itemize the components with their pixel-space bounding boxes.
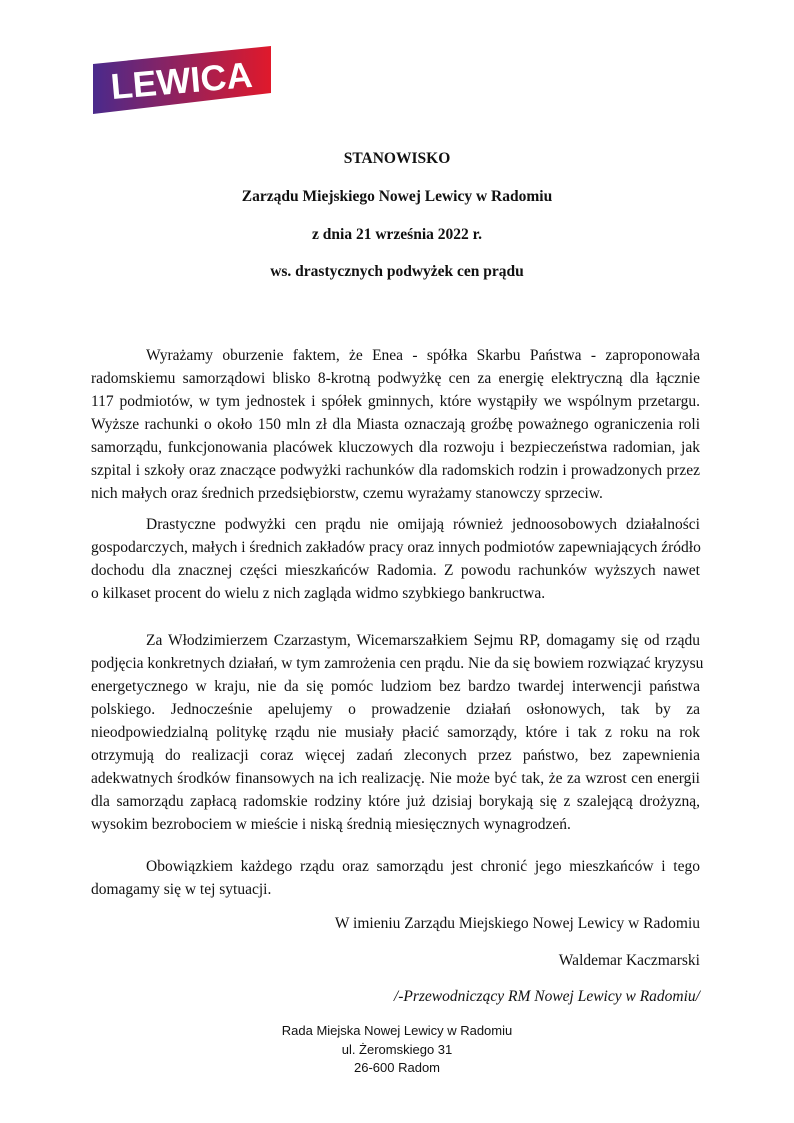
lewica-logo	[93, 46, 271, 114]
signature-on-behalf: W imieniu Zarządu Miejskiego Nowej Lewicy w Radomiu	[334, 915, 700, 932]
paragraph-line: radomskiemu samorządowi blisko 8-krotną podwyżkę cen za energię elektryczną dla łącznie	[91, 370, 700, 387]
paragraph-line: energetycznego w kraju, nie da się pomóc ludziom bez bardzo twardej interwencji państwa	[91, 678, 700, 695]
document-date: z dnia 21 września 2022 r.	[312, 226, 482, 243]
signature-name: Waldemar Kaczmarski	[558, 952, 700, 969]
paragraph-line: otrzymują do realizacji coraz więcej zadań zleconych przez państwo, bez zapewnienia	[91, 747, 700, 764]
paragraph-line: Drastyczne podwyżki cen prądu nie omijają również jednoosobowych działalności	[146, 516, 700, 533]
paragraph-line: adekwatnych środków finansowych na ich realizację. Nie może być tak, że za wzrost cen energii	[91, 770, 700, 787]
paragraph-line: domagamy się w tej sytuacji.	[91, 881, 272, 898]
paragraph-line: polskiego. Jednocześnie apelujemy o prowadzenie działań osłonowych, tak by za	[91, 701, 700, 718]
document-type: STANOWISKO	[343, 150, 451, 167]
paragraph-line: samorządu, funkcjonowania placówek kluczowych dla rozwoju i bezpieczeństwa radomian, jak	[91, 439, 700, 456]
footer-street: ul. Żeromskiego 31	[341, 1041, 453, 1057]
document-subject: ws. drastycznych podwyżek cen prądu	[270, 263, 524, 280]
signature-role: /-Przewodniczący RM Nowej Lewicy w Radomiu/	[393, 988, 700, 1005]
paragraph-line: szpital i szkoły oraz znaczące podwyżki rachunków dla radomskich rodzin i prowadzonych przez	[91, 462, 700, 479]
paragraph-line: 117 podmiotów, w tym jednostek i spółek gminnych, które wystąpiły we wspólnym przetargu.	[91, 393, 700, 410]
footer-address	[0, 1022, 794, 1078]
paragraph-line: Wyrażamy oburzenie faktem, że Enea - spółka Skarbu Państwa - zaproponowała	[146, 347, 700, 364]
footer-org: Rada Miejska Nowej Lewicy w Radomiu	[281, 1023, 513, 1038]
body-paragraph	[91, 855, 700, 901]
paragraph-line: Wyższe rachunki o około 150 mln zł dla Miasta oznaczają groźbę poważnego ograniczenia roli	[91, 416, 700, 433]
paragraph-line: Obowiązkiem każdego rządu oraz samorządu jest chronić jego mieszkańców i tego	[146, 858, 700, 875]
paragraph-line: dla samorządu zapłacą radomskie rodziny które już dzisiaj borykają się z szalejącą drożyzną,	[91, 793, 700, 810]
footer-city: 26-600 Radom	[354, 1060, 440, 1075]
paragraph-line: Za Włodzimierzem Czarzastym, Wicemarszałkiem Sejmu RP, domagamy się od rządu	[146, 632, 700, 649]
body-paragraph	[91, 629, 704, 836]
body-paragraph	[91, 513, 700, 605]
paragraph-line: o kilkaset procent do wielu z nich zagląda widmo szybkiego bankructwa.	[91, 585, 546, 602]
paragraph-line: nieodpowiedzialną politykę rządu nie musiały płacić samorządy, które i tak z roku na rok	[91, 724, 700, 741]
paragraph-line: wysokim bezrobociem w mieście i niską średnią miesięcznych wynagrodzeń.	[91, 816, 571, 833]
body-paragraph	[91, 344, 700, 505]
paragraph-line: podjęcia konkretnych działań, w tym zamrożenia cen prądu. Nie da się bowiem rozwiązać kryzysu	[91, 655, 704, 672]
paragraph-line: dochodu dla znacznej części mieszkańców Radomia. Z powodu rachunków wyższych nawet	[91, 562, 700, 579]
document-issuer: Zarządu Miejskiego Nowej Lewicy w Radomiu	[241, 188, 553, 205]
paragraph-line: gospodarczych, małych i średnich zakładów pracy oraz innych podmiotów zapewniających źródło	[91, 539, 701, 556]
svg-text:LEWICA: LEWICA	[109, 53, 255, 108]
paragraph-line: nich małych oraz średnich przedsiębiorstw, czemu wyrażamy stanowczy sprzeciw.	[91, 485, 603, 502]
